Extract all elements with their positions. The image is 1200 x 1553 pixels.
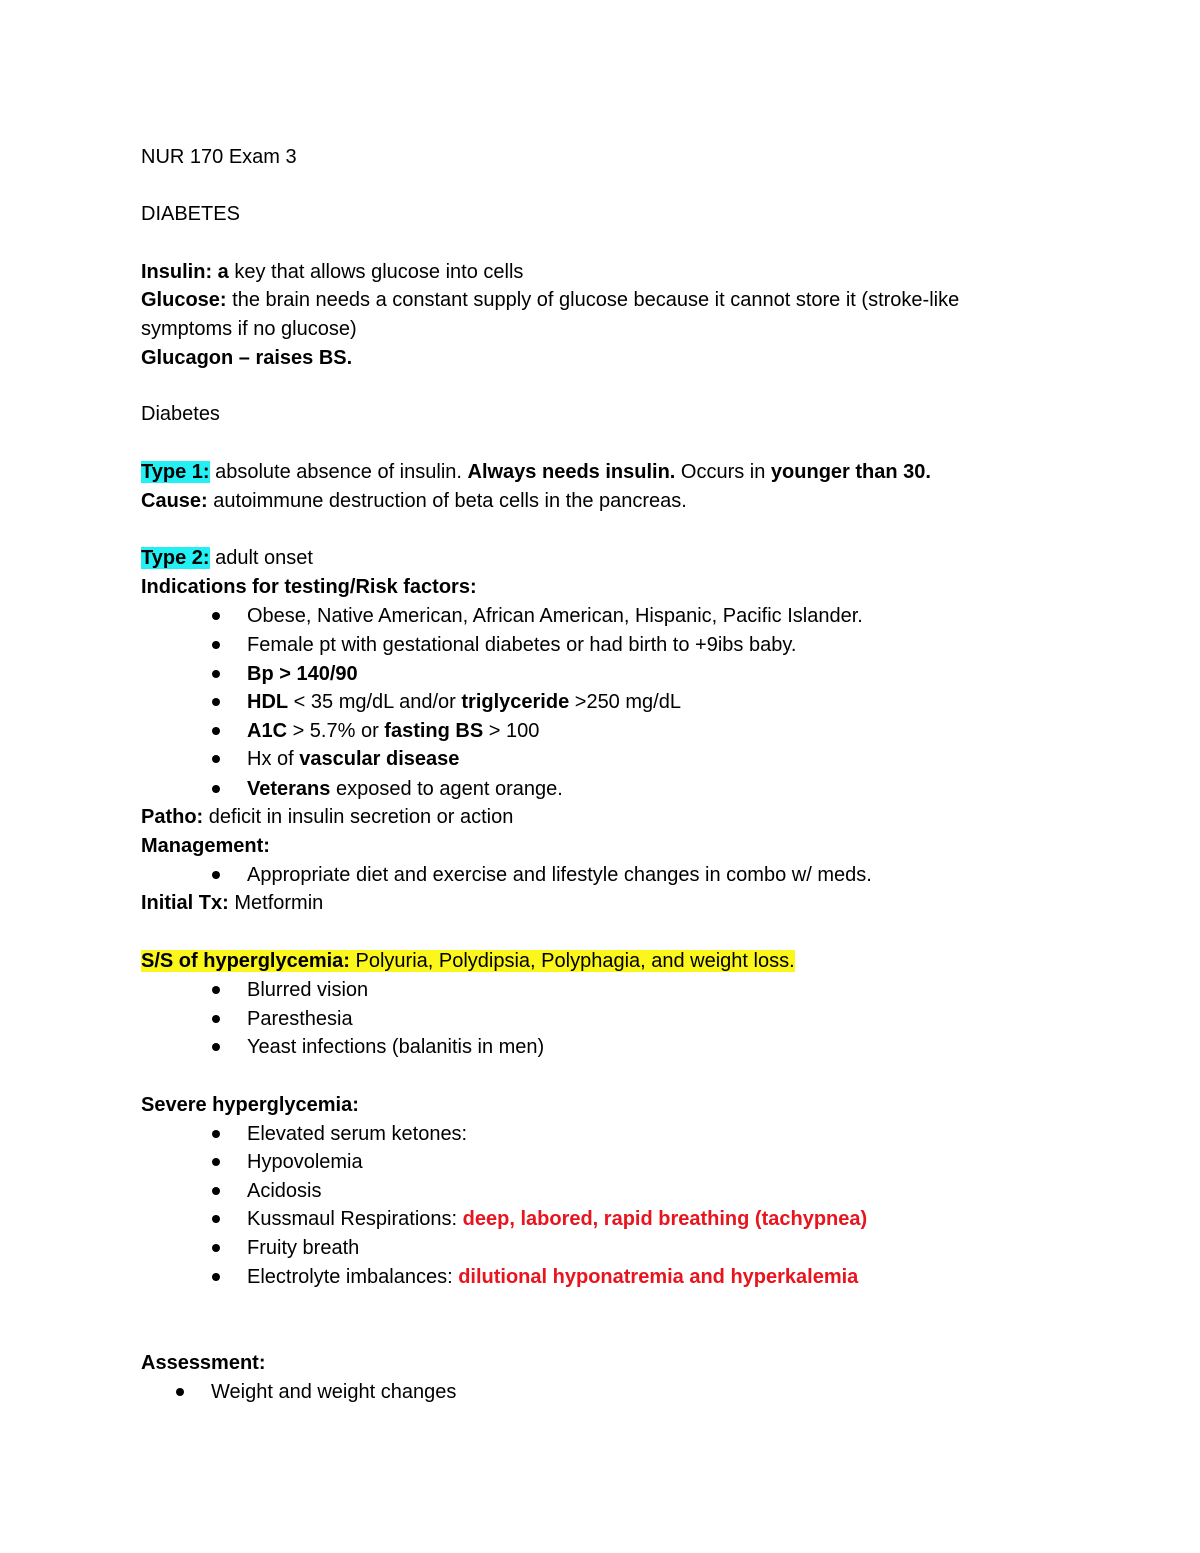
initial-tx-label: Initial Tx: (141, 892, 229, 914)
bullet-icon (212, 1158, 220, 1166)
insulin-text: key that allows glucose into cells (228, 261, 524, 283)
cause-text: autoimmune destruction of beta cells in the pancreas. (207, 490, 687, 512)
severe-hyperglycemia-heading: Severe hyperglycemia: (141, 1094, 359, 1116)
list-item: Bp > 140/90 (247, 663, 358, 685)
hx-text: Hx of (247, 748, 300, 770)
bullet-icon (212, 871, 220, 879)
list-item: Acidosis (247, 1180, 322, 1202)
bullet-icon (212, 1015, 220, 1023)
a1c-text: > 5.7% or (287, 720, 385, 742)
risk-factors-heading: Indications for testing/Risk factors: (141, 576, 477, 598)
list-item (247, 775, 563, 803)
insulin-definition (141, 258, 523, 286)
list-item (247, 1205, 867, 1233)
bullet-icon (212, 641, 220, 649)
type1-bold-b: younger than 30. (770, 461, 931, 483)
hdl-label: HDL (247, 691, 289, 713)
list-item: Blurred vision (247, 979, 369, 1001)
type1-text-b: Occurs in (675, 461, 771, 483)
management-heading: Management: (141, 835, 270, 857)
vascular-label: vascular disease (299, 748, 460, 770)
hyperglycemia-heading (141, 947, 795, 975)
list-item: Weight and weight changes (211, 1381, 457, 1403)
electrolyte-emphasis: dilutional hyponatremia and hyperkalemia (458, 1266, 859, 1288)
hyperglycemia-highlight (141, 950, 795, 972)
bullet-icon (212, 986, 220, 994)
fasting-bs-text: > 100 (483, 720, 540, 742)
bullet-icon (212, 698, 220, 706)
initial-tx-line (141, 889, 323, 917)
subheading-diabetes: Diabetes (141, 403, 220, 425)
list-item (247, 1263, 858, 1291)
kussmaul-text: Kussmaul Respirations: (247, 1208, 463, 1230)
bullet-icon (212, 1043, 220, 1051)
list-item: Female pt with gestational diabetes or had birth to +9ibs baby. (247, 634, 797, 656)
type1-cause (141, 487, 687, 515)
assessment-heading: Assessment: (141, 1352, 266, 1374)
fasting-bs-label: fasting BS (384, 720, 484, 742)
type2-label: Type 2: (141, 547, 210, 569)
glucagon-definition: Glucagon – raises BS. (141, 347, 353, 369)
section-heading: DIABETES (141, 203, 240, 225)
bullet-icon (212, 612, 220, 620)
list-item: Fruity breath (247, 1237, 360, 1259)
hdl-text: < 35 mg/dL and/or (288, 691, 462, 713)
bullet-icon (212, 727, 220, 735)
type2-definition (141, 544, 313, 572)
doc-title: NUR 170 Exam 3 (141, 146, 297, 168)
list-item: Appropriate diet and exercise and lifestyle changes in combo w/ meds. (247, 864, 872, 886)
electrolyte-text: Electrolyte imbalances: (247, 1266, 459, 1288)
veterans-text: exposed to agent orange. (330, 778, 563, 800)
list-item: Hypovolemia (247, 1151, 363, 1173)
bullet-icon (212, 1130, 220, 1138)
hyperglycemia-label: S/S of hyperglycemia: (141, 950, 350, 972)
triglyceride-text: >250 mg/dL (569, 691, 681, 713)
list-item: Elevated serum ketones: (247, 1123, 468, 1145)
triglyceride-label: triglyceride (461, 691, 570, 713)
list-item: Paresthesia (247, 1008, 353, 1030)
type2-text: adult onset (209, 547, 313, 569)
glucose-definition (141, 286, 959, 314)
list-item: Yeast infections (balanitis in men) (247, 1036, 545, 1058)
hyperglycemia-text: Polyuria, Polydipsia, Polyphagia, and weight loss. (349, 950, 795, 972)
kussmaul-emphasis: deep, labored, rapid breathing (tachypnea) (462, 1208, 868, 1230)
insulin-label: Insulin: a (141, 261, 229, 283)
veterans-label: Veterans (247, 778, 331, 800)
bullet-icon (212, 1273, 220, 1281)
glucose-text: the brain needs a constant supply of glucose because it cannot store it (stroke-like (226, 289, 960, 311)
glucose-text-continued: symptoms if no glucose) (141, 318, 357, 340)
bullet-icon (212, 785, 220, 793)
type1-label: Type 1: (141, 461, 210, 483)
initial-tx-text: Metformin (228, 892, 324, 914)
bullet-icon (212, 670, 220, 678)
bullet-icon (212, 1244, 220, 1252)
bullet-icon (212, 1187, 220, 1195)
list-item: Obese, Native American, African American, Hispanic, Pacific Islander. (247, 605, 863, 627)
type1-bold-a: Always needs insulin. (467, 461, 676, 483)
patho-text: deficit in insulin secretion or action (203, 806, 514, 828)
patho-line (141, 803, 513, 831)
type1-text-a: absolute absence of insulin. (209, 461, 468, 483)
list-item (247, 717, 539, 745)
bullet-icon (212, 1215, 220, 1223)
patho-label: Patho: (141, 806, 204, 828)
cause-label: Cause: (141, 490, 208, 512)
list-item (247, 688, 681, 716)
glucose-label: Glucose: (141, 289, 227, 311)
bullet-icon (212, 755, 220, 763)
bullet-icon (176, 1388, 184, 1396)
a1c-label: A1C (247, 720, 288, 742)
list-item (247, 745, 459, 773)
type1-definition (141, 458, 931, 486)
